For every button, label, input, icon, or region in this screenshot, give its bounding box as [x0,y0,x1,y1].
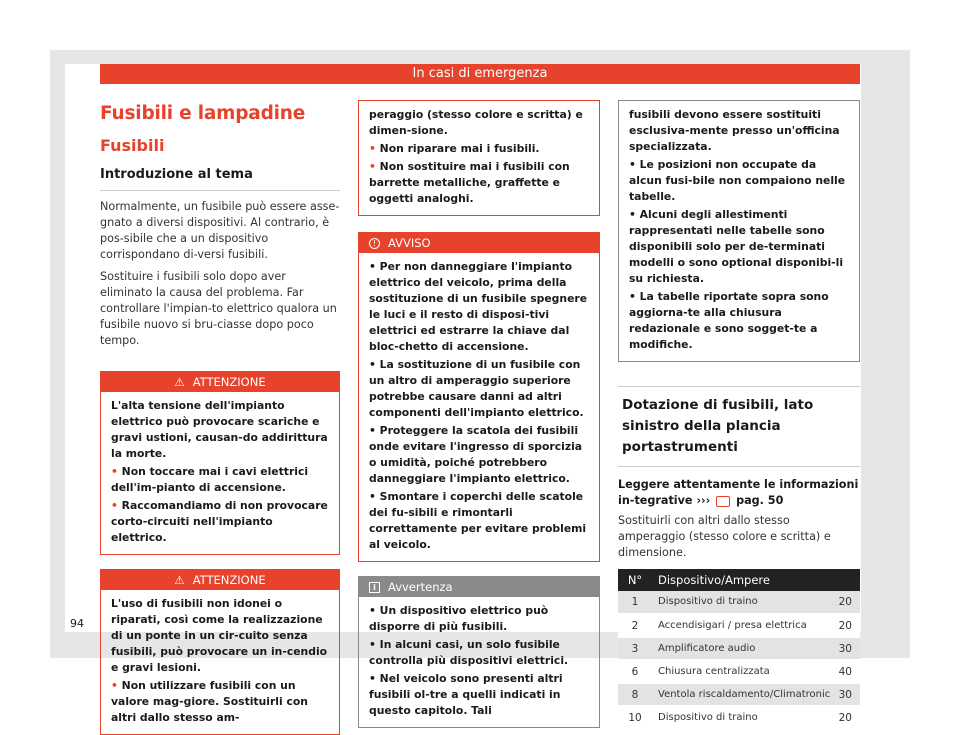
notice-label: AVVISO [388,236,431,250]
note-bullet: • In alcuni casi, un solo fusibile controlla più dispositivi elettrici. [369,638,569,667]
table-row: 10 Dispositivo di traino 20 [618,706,860,729]
arrows: ››› [696,494,711,507]
warning-text: L'alta tensione dell'impianto elettrico può provocare scariche e gravi ustioni, causan-do addirittura la morte. [111,399,328,460]
warning-text: peraggio (stesso colore e scritta) e dimen-sione. [369,108,583,137]
notice-bullet: • La sostituzione di un fusibile con un altro di amperaggio superiore potrebbe causare danni ad altri componenti dell'impianto elettrico. [369,358,584,419]
warning-icon: ⚠ [174,375,185,389]
warning-bullet: • Non sostituire mai i fusibili con barrette metalliche, graffette e oggetti analoghi. [369,160,570,205]
column-header: Dispositivo/Ampere [652,569,860,591]
warning-bullet: • Raccomandiamo di non provocare corto-circuiti nell'impianto elettrico. [111,499,328,544]
subtitle: Fusibili [100,136,165,155]
note-box [358,576,600,728]
warning-bullet: • Non toccare mai i cavi elettrici dell'im-pianto di accensione. [111,465,309,494]
section-heading: Dotazione di fusibili, lato sinistro della plancia portastrumenti [618,386,860,467]
column-2 [358,100,600,728]
page-number: 94 [70,617,84,630]
warning-label: ATTENZIONE [192,573,266,587]
column-header: N° [618,569,652,591]
notice-bullet: • Per non danneggiare l'impianto elettrico del veicolo, prima della sostituzione di un fusibile spegnere le luci e il resto di disposi-tivi elettrici ed estrarre la chiave dal bloc-chetto di accensione. [369,260,588,353]
table-row: 3 Amplificatore audio 30 [618,637,860,660]
warning-body [101,590,339,734]
note-continuation [618,100,860,362]
warning-text: L'uso di fusibili non idonei o riparati, così come la realizzazione di un ponte in un cir-cuito senza fusibili, può provocare un in-cendio e gravi lesioni. [111,597,328,674]
note-header [359,577,599,597]
warning-header [101,570,339,590]
warning-icon: ⚠ [174,573,185,587]
note-bullet: • La tabelle riportate sopra sono aggiorna-te alla chiusura redazionale e sono sogget-te a modifiche. [629,290,829,351]
warning-box [100,569,340,735]
note-bullet: • Nel veicolo sono presenti altri fusibili ol-tre a quelli indicati in questo capitolo. Tali [369,672,563,717]
warning-bullet: • Non riparare mai i fusibili. [369,142,540,155]
lead-paragraph: Leggere attentamente le informazioni in-tegrative ››› pag. 50 [618,478,859,507]
notice-body [359,253,599,561]
page-title: Fusibili e lampadine [100,103,306,124]
paragraph: Sostituire i fusibili solo dopo aver eliminato la causa del problema. Far controllare l'impian-to elettrico qualora un fusibile nuovo si bru-ciasse dopo poco tempo. [100,270,337,347]
paragraph: Sostituirli con altri dallo stesso amperaggio (stesso colore e scritta) e dimensione. [618,514,831,559]
paragraph: Normalmente, un fusibile può essere asse-gnato a diversi dispositivi. Al contrario, è pos-sibile che a un dispositivo corrispondano di-versi fusibili. [100,200,340,261]
notice-box [358,232,600,562]
table-row: 6 Chiusura centralizzata 40 [618,660,860,683]
column-3 [618,100,860,730]
warning-box [100,371,340,555]
fuse-table [618,569,860,730]
warning-body [101,392,339,554]
note-bullet: • Alcuni degli allestimenti rappresentati nelle tabelle sono disponibili solo per de-terminati modelli o sono optional disponibi-li su richiesta. [629,208,844,285]
notice-bullet: • Proteggere la scatola dei fusibili onde evitare l'ingresso di sporcizia o umidità, poiché potrebbero danneggiare l'impianto elettrico. [369,424,583,485]
note-label: Avvertenza [388,580,453,594]
info-icon: i [369,582,380,593]
section-heading: Introduzione al tema [100,166,340,191]
note-text: fusibili devono essere sostituiti esclusiva-mente presso un'officina specializzata. [629,108,840,153]
warning-bullet: • Non utilizzare fusibili con un valore mag-giore. Sostituirli con altri dallo stesso am- [111,679,308,724]
warning-continuation [358,100,600,216]
chapter-header: In casi di emergenza [100,64,860,84]
book-reference-icon [716,496,730,507]
notice-icon: ! [369,238,380,249]
table-row: 1 Dispositivo di traino 20 [618,591,860,614]
table-row: 2 Accendisigari / presa elettrica 20 [618,614,860,637]
table-row: 8 Ventola riscaldamento/Climatronic 30 [618,683,860,706]
note-body [359,597,599,727]
page-reference-link[interactable]: pag. 50 [736,494,784,507]
warning-label: ATTENZIONE [192,375,266,389]
note-bullet: • Le posizioni non occupate da alcun fusi-bile non compaiono nelle tabelle. [629,158,846,203]
notice-header [359,233,599,253]
notice-bullet: • Smontare i coperchi delle scatole dei fu-sibili e rimontarli correttamente per evitare problemi al veicolo. [369,490,587,551]
note-bullet: • Un dispositivo elettrico può disporre di più fusibili. [369,604,549,633]
column-1 [100,100,340,735]
warning-header [101,372,339,392]
